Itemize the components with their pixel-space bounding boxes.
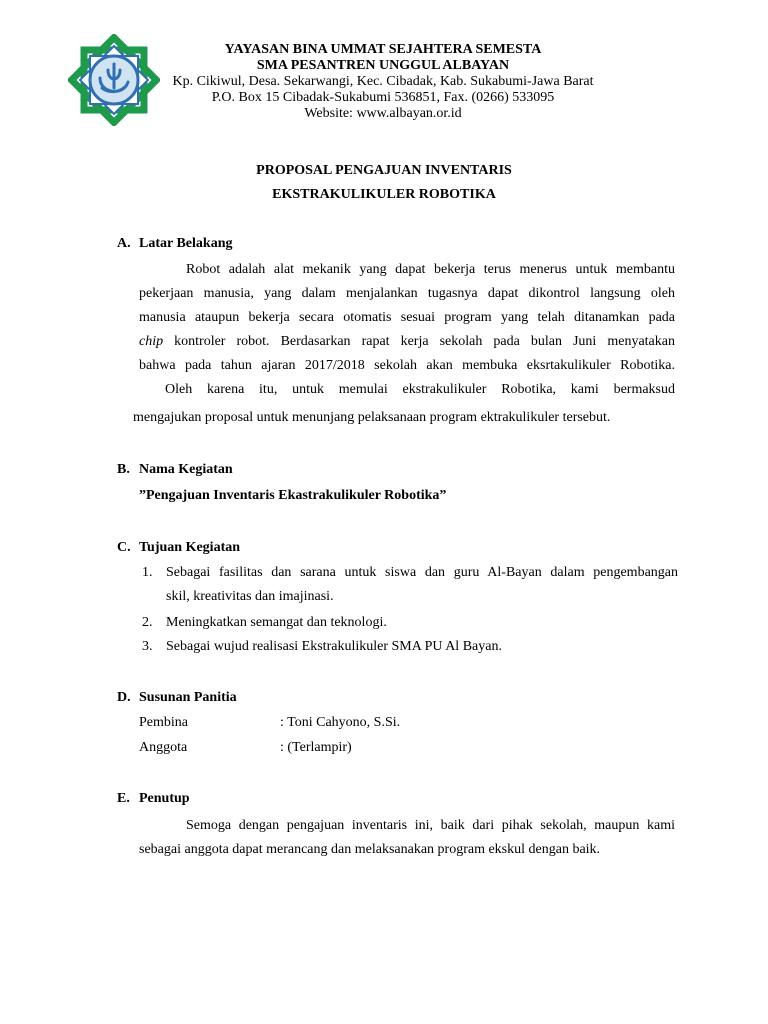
committee-value: : (Terlampir): [280, 740, 352, 755]
document-subtitle: EKSTRAKULIKULER ROBOTIKA: [272, 187, 496, 202]
section-a-paragraph-2: Oleh karena itu, untuk memulai ekstrakulikuler Robotika, kami bermaksud: [165, 382, 675, 397]
section-letter: B.: [117, 462, 130, 477]
section-a-paragraph-2-cont: mengajukan proposal untuk menunjang pelaksanaan program ektrakulikuler tersebut.: [133, 410, 611, 425]
committee-label: Anggota: [139, 740, 188, 755]
section-a-paragraph: Robot adalah alat mekanik yang dapat bekerja terus menerus untuk membantu pekerjaan manusia, yang dalam menjalankan tugasnya dapat dikontrol langsung oleh manusia ataupun bekerja secara otomatis sesuai program yang telah ditanamkan pada chip kontroler robot. Berdasarkan rapat kerja sekolah pada bulan Juni menyatakan bahwa pada tahun ajaran 2017/2018 sekolah akan membuka eksrtakulikuler Robotika.: [139, 262, 675, 373]
section-title: Penutup: [139, 791, 190, 806]
document-title: PROPOSAL PENGAJUAN INVENTARIS: [256, 163, 512, 178]
activity-name: ”Pengajuan Inventaris Ekastrakulikuler Robotika”: [139, 488, 447, 503]
letterhead-school: SMA PESANTREN UNGGUL ALBAYAN: [256, 58, 510, 73]
letterhead-website: Website: www.albayan.or.id: [304, 106, 462, 121]
section-letter: E.: [117, 791, 130, 806]
closing-paragraph: Semoga dengan pengajuan inventaris ini, baik dari pihak sekolah, maupun kami sebagai anggota dapat merancang dan melaksanakan program ekskul dengan baik.: [139, 818, 675, 857]
letterhead-address: Kp. Cikiwul, Desa. Sekarwangi, Kec. Cibadak, Kab. Sukabumi-Jawa Barat: [172, 74, 594, 89]
committee-value: : Toni Cahyono, S.Si.: [280, 715, 401, 730]
letterhead-foundation: YAYASAN BINA UMMAT SEJAHTERA SEMESTA: [224, 42, 542, 57]
letterhead-pobox: P.O. Box 15 Cibadak-Sukabumi 536851, Fax. (0266) 533095: [211, 90, 555, 105]
section-title: Tujuan Kegiatan: [139, 540, 241, 555]
section-title: Latar Belakang: [139, 236, 233, 251]
section-title: Susunan Panitia: [139, 690, 237, 705]
section-title: Nama Kegiatan: [139, 462, 233, 477]
section-letter: A.: [117, 236, 131, 251]
section-letter: C.: [117, 540, 131, 555]
section-letter: D.: [117, 690, 131, 705]
committee-label: Pembina: [139, 715, 188, 730]
school-logo: [68, 34, 160, 126]
